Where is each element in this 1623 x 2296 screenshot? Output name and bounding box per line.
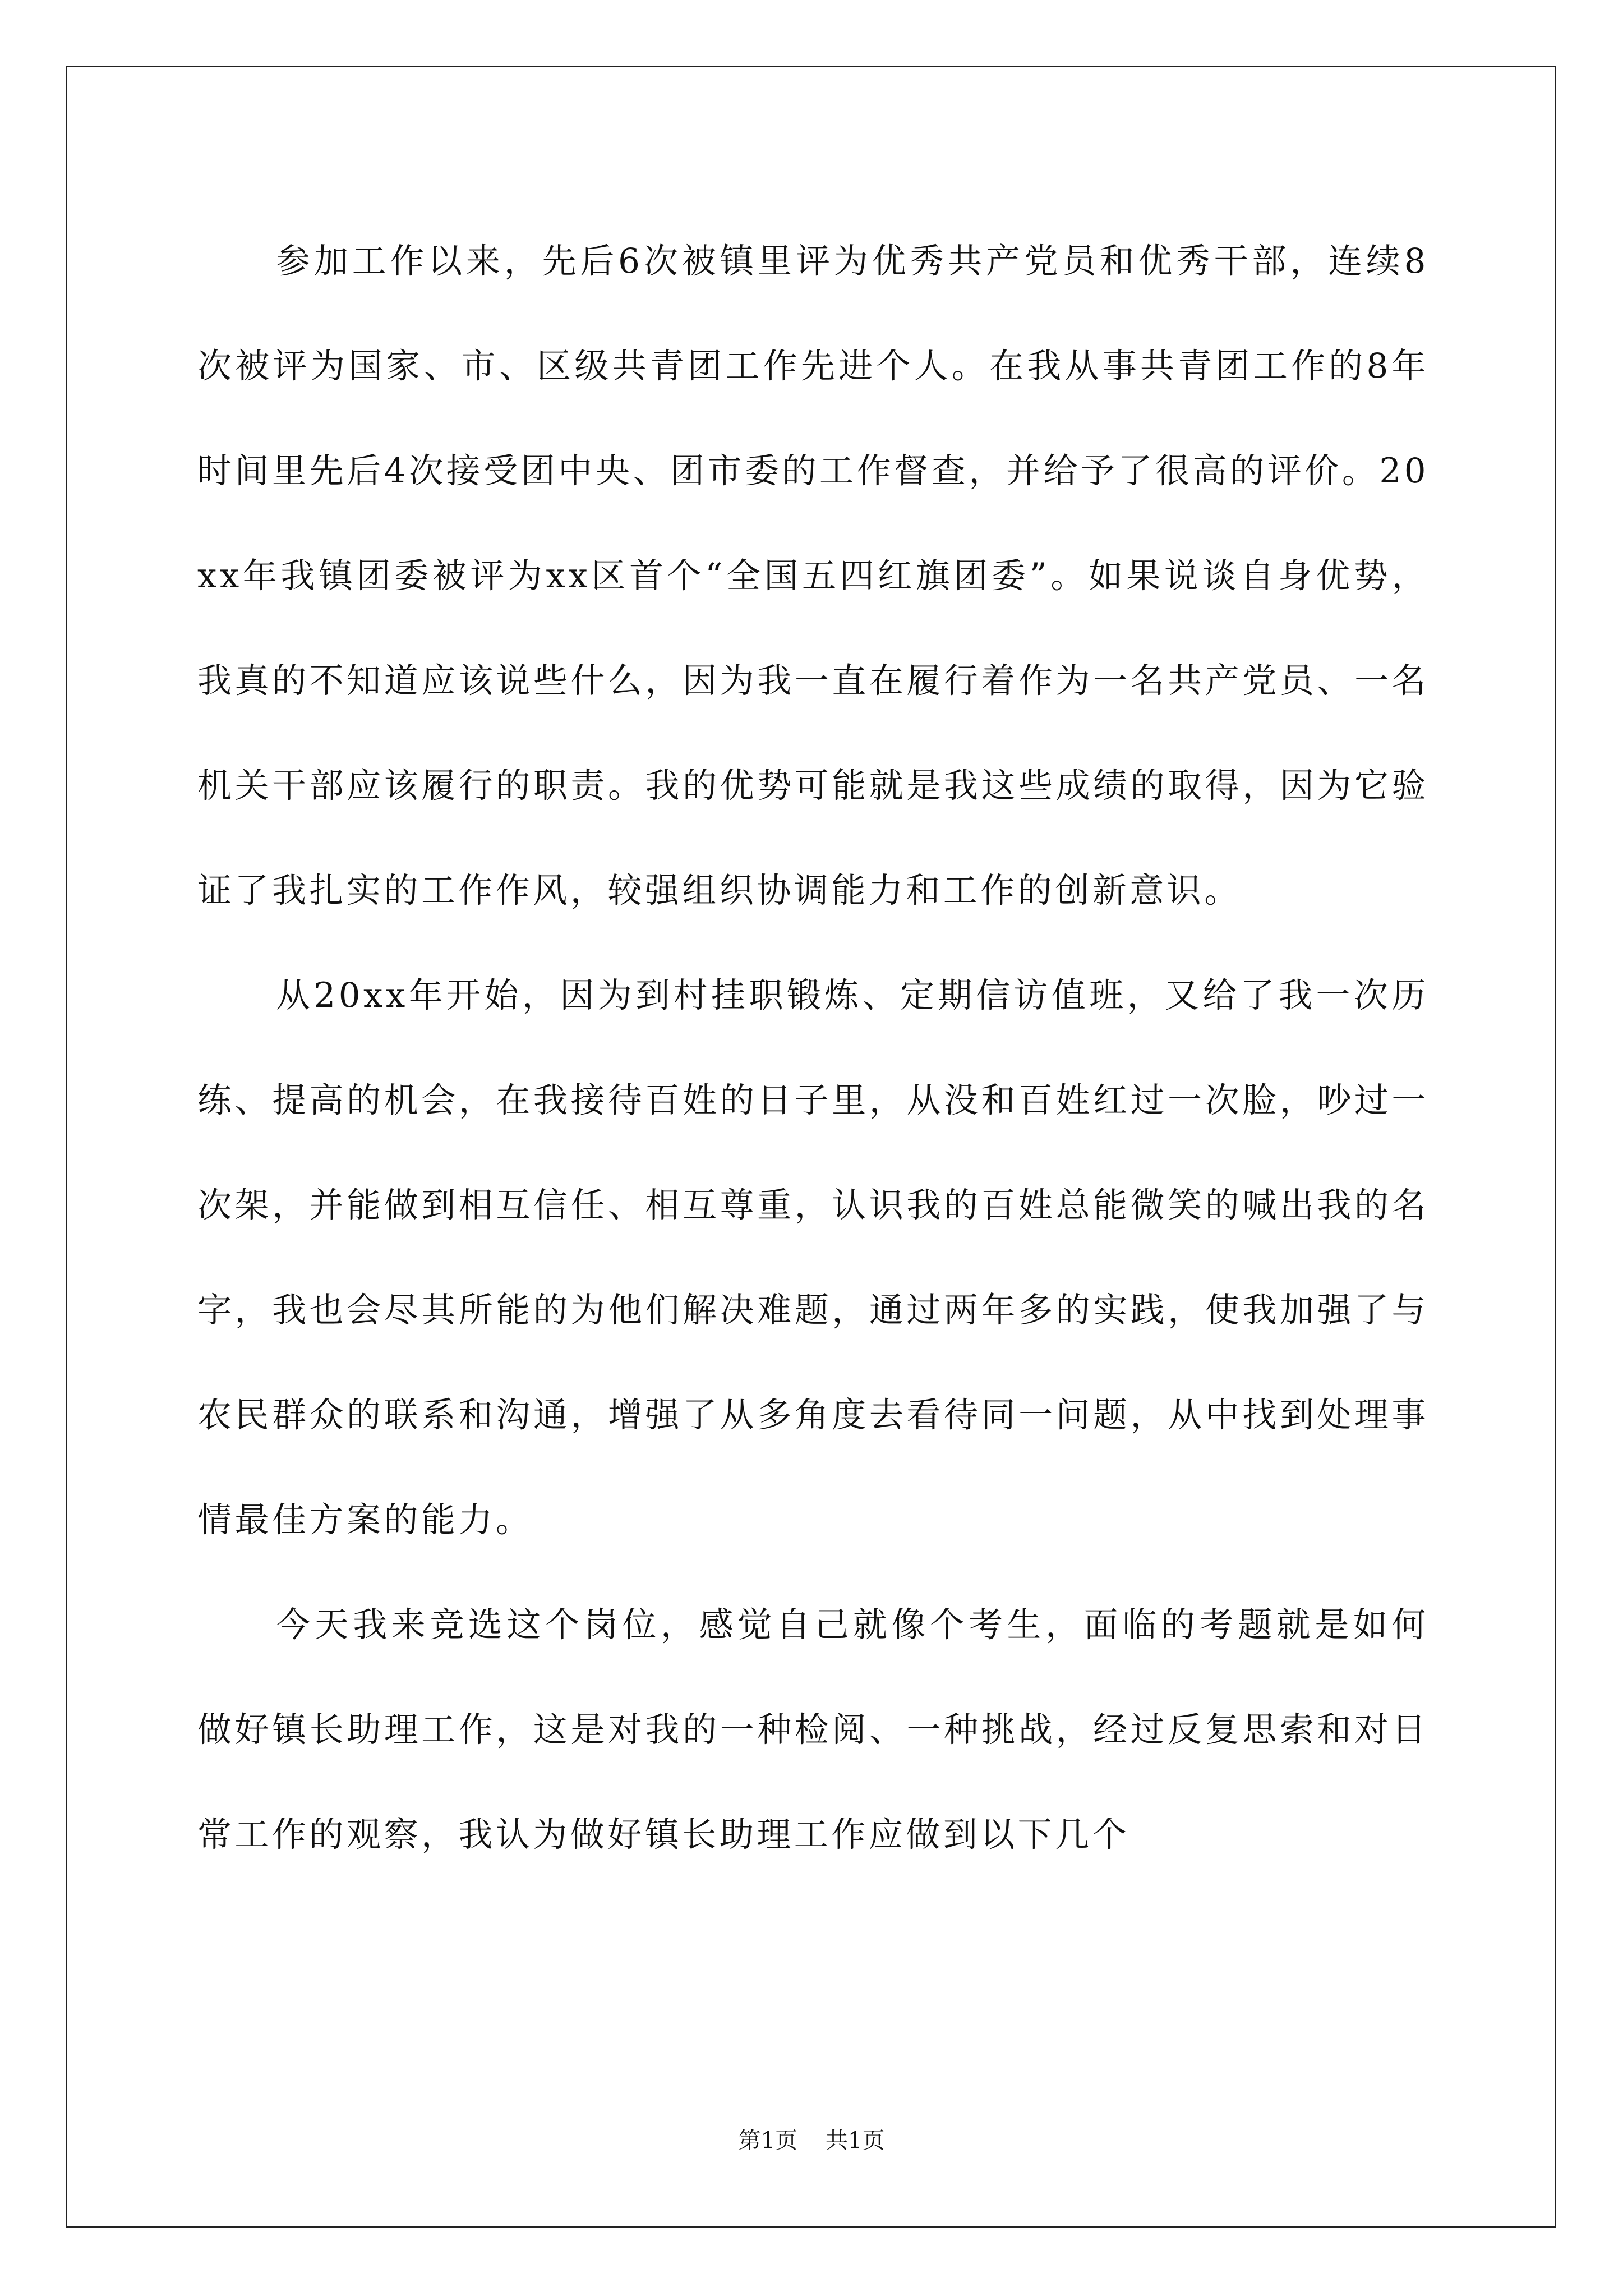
- paragraph-3: 今天我来竞选这个岗位，感觉自己就像个考生，面临的考题就是如何做好镇长助理工作，这是对我的一种检阅、一种挑战，经过反复思索和对日常工作的观察，我认为做好镇长助理工作应做到以下几个: [197, 1605, 1429, 1855]
- page-footer: [0, 2127, 1623, 2154]
- paragraph-2: 从20xx年开始，因为到村挂职锻炼、定期信访值班，又给了我一次历练、提高的机会，在我接待百姓的日子里，从没和百姓红过一次脸，吵过一次架，并能做到相互信任、相互尊重，认识我的百姓总能微笑的喊出我的名字，我也会尽其所能的为他们解决难题，通过两年多的实践，使我加强了与农民群众的联系和沟通，增强了从多角度去看待同一问题，从中找到处理事情最佳方案的能力。: [197, 976, 1429, 1540]
- page-total: 共1页: [826, 2128, 885, 2154]
- paragraph-1: 参加工作以来，先后6次被镇里评为优秀共产党员和优秀干部，连续8次被评为国家、市、区级共青团工作先进个人。在我从事共青团工作的8年时间里先后4次接受团中央、团市委的工作督查，并给予了很高的评价。20xx年我镇团委被评为xx区首个“全国五四红旗团委”。如果说谈自身优势，我真的不知道应该说些什么，因为我一直在履行着作为一名共产党员、一名机关干部应该履行的职责。我的优势可能就是我这些成绩的取得，因为它验证了我扎实的工作作风，较强组织协调能力和工作的创新意识。: [197, 241, 1429, 910]
- page-number: 第1页: [738, 2128, 797, 2154]
- document-body: [197, 209, 1429, 1887]
